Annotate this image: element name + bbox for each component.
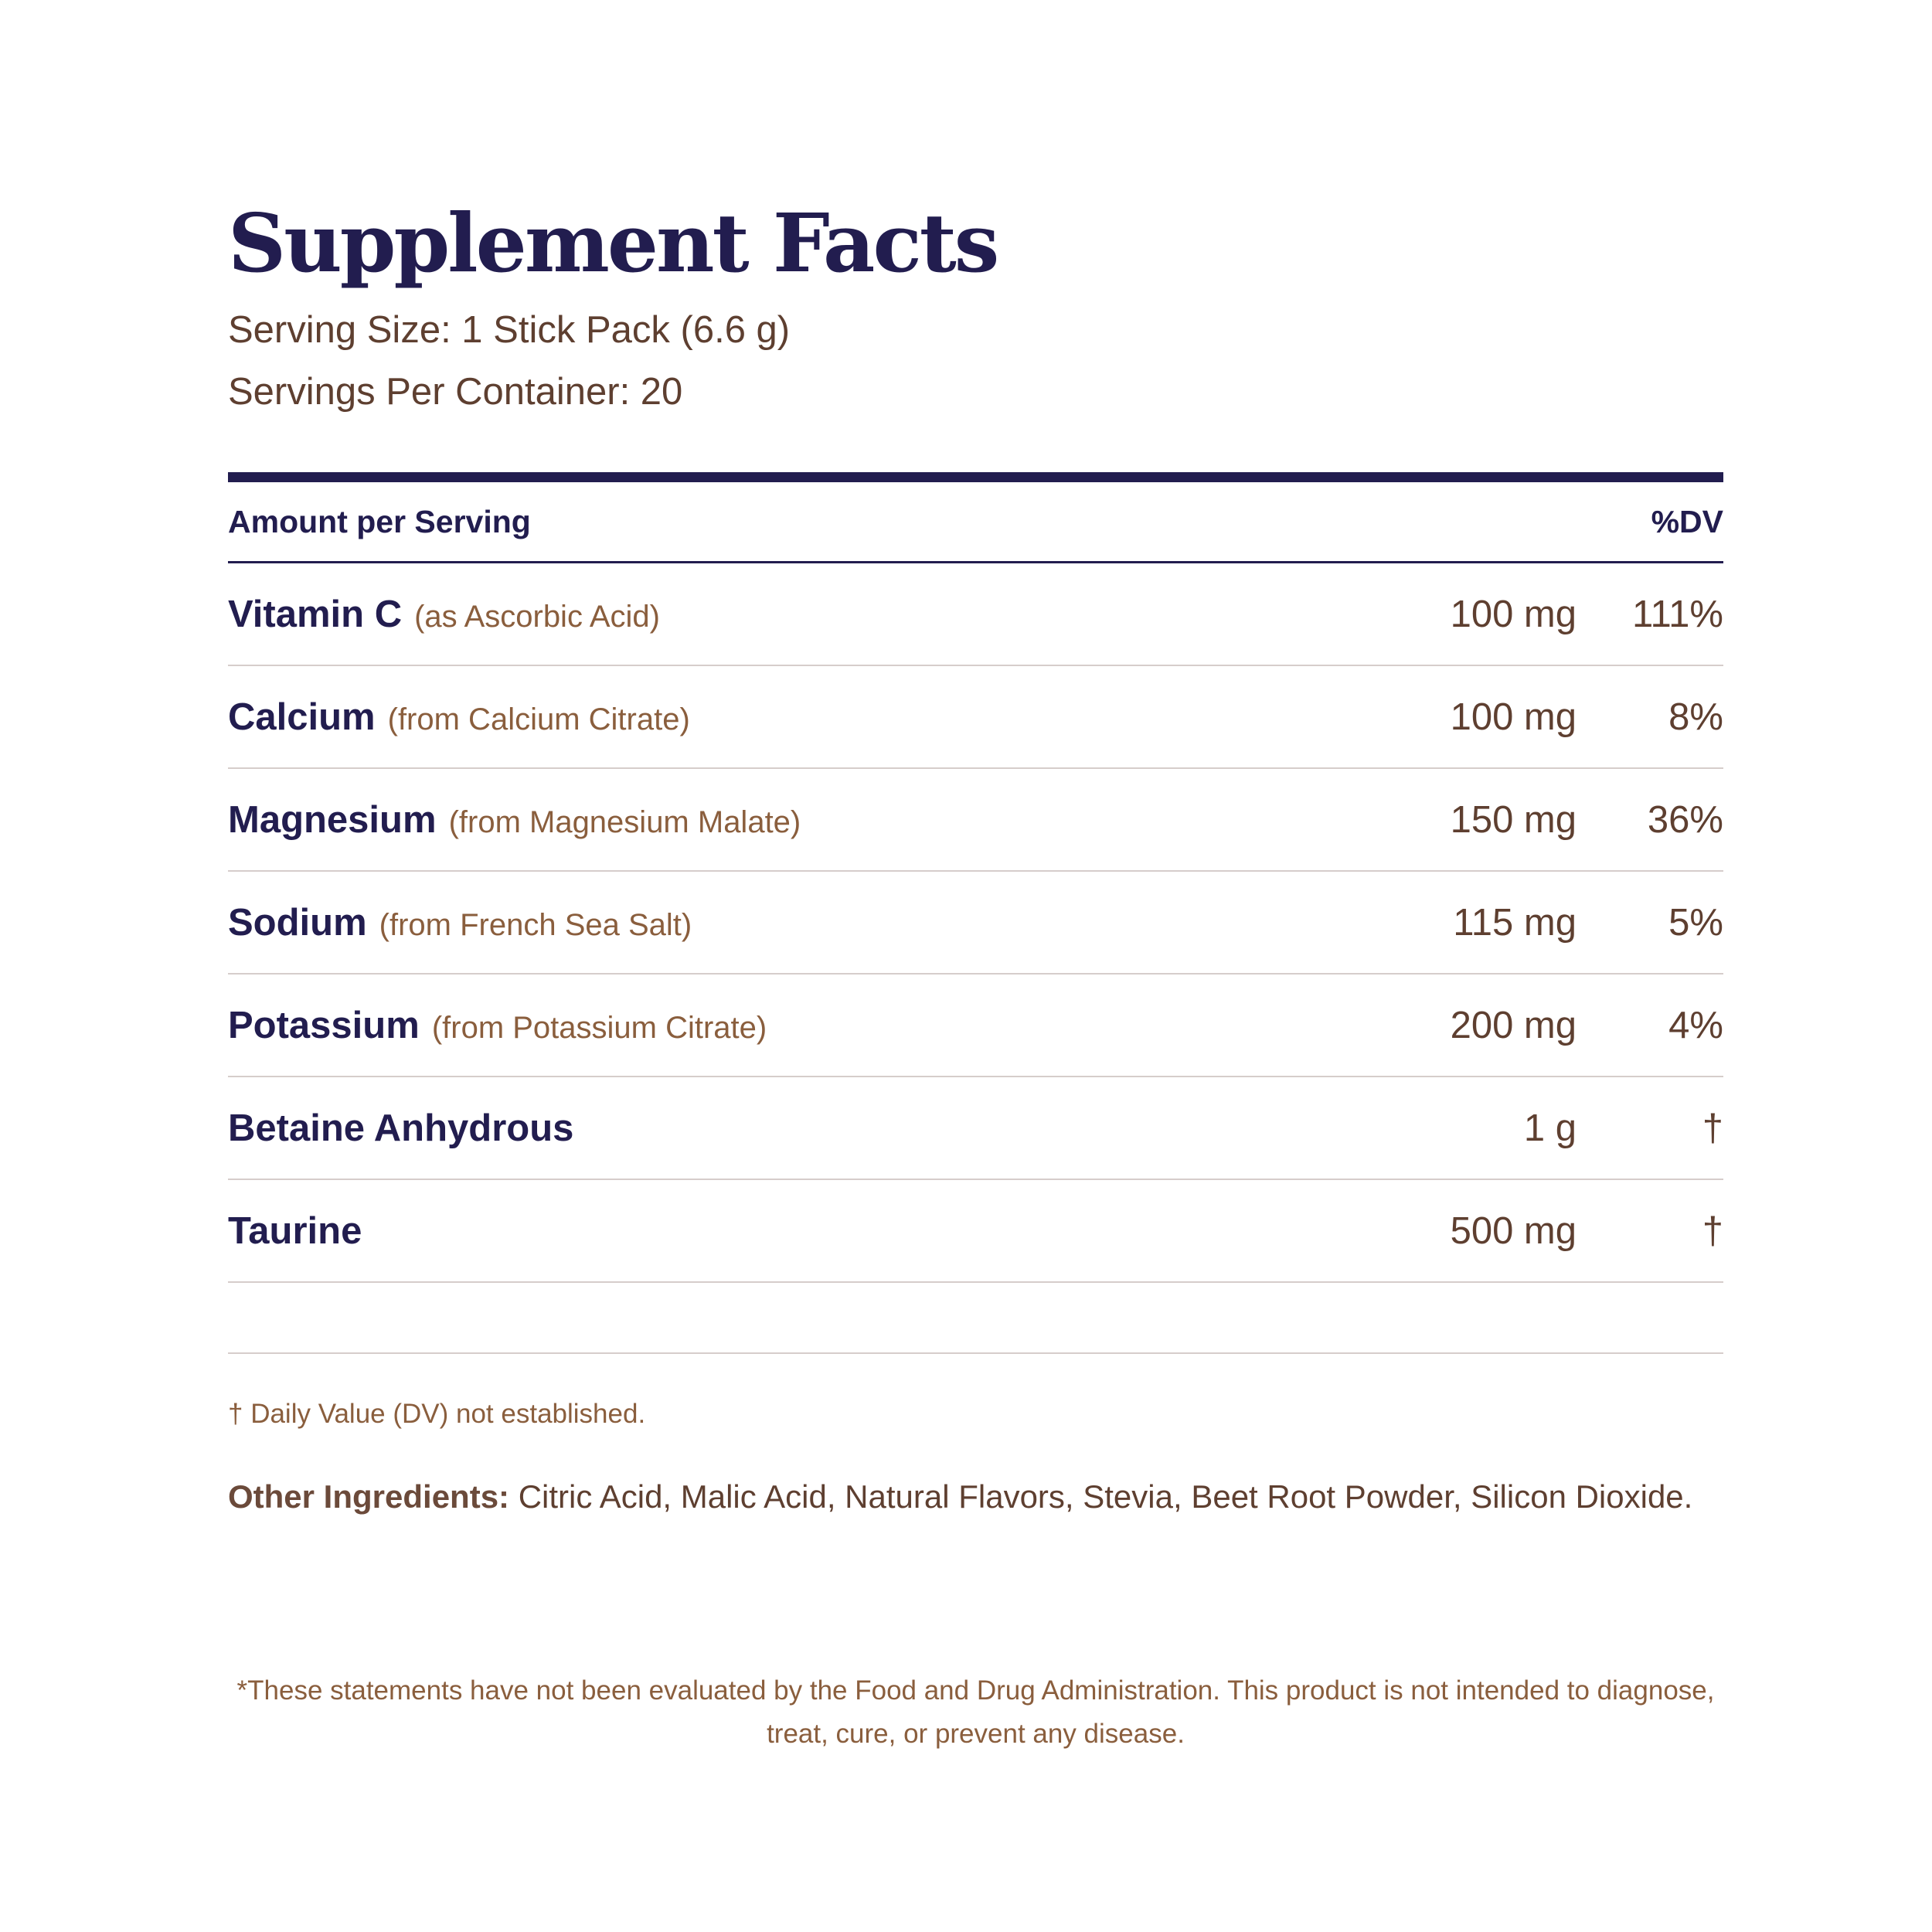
nutrient-name [228,901,1345,944]
nutrient-name [228,1209,1345,1253]
nutrient-label: Betaine Anhydrous [228,1107,574,1149]
blank-row-divider [228,1283,1723,1354]
supplement-facts-panel [228,197,1723,1519]
amount-per-serving-label: Amount per Serving [228,503,531,539]
nutrient-source: (from French Sea Salt) [379,907,692,942]
table-row [228,769,1723,872]
nutrient-dv: 5% [1668,901,1723,944]
fda-disclaimer: *These statements have not been evaluated by the Food and Drug Administration. This product is not intended to diagnose, treat, cure, or prevent any disease. [236,1675,1715,1749]
thick-divider [228,472,1723,482]
nutrient-dv: † [1702,1209,1723,1252]
table-row [228,1180,1723,1283]
nutrient-label: Potassium [228,1004,420,1046]
nutrient-label: Taurine [228,1209,362,1252]
nutrient-name [228,593,1345,636]
nutrient-amount: 115 mg [1453,901,1577,944]
other-ingredients-text: Citric Acid, Malic Acid, Natural Flavors, Stevia, Beet Root Powder, Silicon Dioxide. [518,1478,1693,1515]
serving-size: Serving Size: 1 Stick Pack (6.6 g) [228,309,791,351]
table-row [228,975,1723,1077]
nutrient-dv: † [1702,1107,1723,1149]
nutrient-amount: 150 mg [1450,798,1577,841]
dv-footnote: † Daily Value (DV) not established. [228,1399,646,1429]
nutrient-amount: 100 mg [1450,593,1577,635]
nutrient-label: Calcium [228,696,376,738]
nutrient-source: (from Potassium Citrate) [431,1010,767,1045]
table-header [228,482,1723,563]
nutrient-label: Vitamin C [228,593,403,635]
nutrient-dv: 4% [1668,1004,1723,1046]
table-row [228,666,1723,769]
nutrient-amount: 1 g [1523,1107,1577,1149]
nutrient-name [228,1107,1345,1150]
nutrient-dv: 36% [1647,798,1723,841]
nutrient-amount: 100 mg [1450,696,1577,738]
dv-header-label: %DV [1651,503,1723,539]
nutrient-source: (from Magnesium Malate) [448,804,801,839]
other-ingredients-label: Other Ingredients: [228,1478,510,1515]
nutrient-source: (from Calcium Citrate) [387,702,690,736]
table-row [228,563,1723,666]
nutrient-name [228,1004,1345,1047]
nutrient-dv: 8% [1668,696,1723,738]
table-row [228,872,1723,975]
nutrient-name [228,798,1345,842]
page-title: Supplement Facts [228,196,998,291]
nutrient-amount: 200 mg [1450,1004,1577,1046]
nutrient-label: Magnesium [228,798,437,841]
other-ingredients [228,1475,1723,1519]
nutrient-dv: 111% [1631,593,1723,635]
servings-per-container: Servings Per Container: 20 [228,371,683,413]
table-row [228,1077,1723,1180]
nutrient-amount: 500 mg [1450,1209,1577,1252]
nutrient-source: (as Ascorbic Acid) [414,599,660,634]
nutrient-label: Sodium [228,901,367,944]
nutrient-name [228,696,1345,739]
